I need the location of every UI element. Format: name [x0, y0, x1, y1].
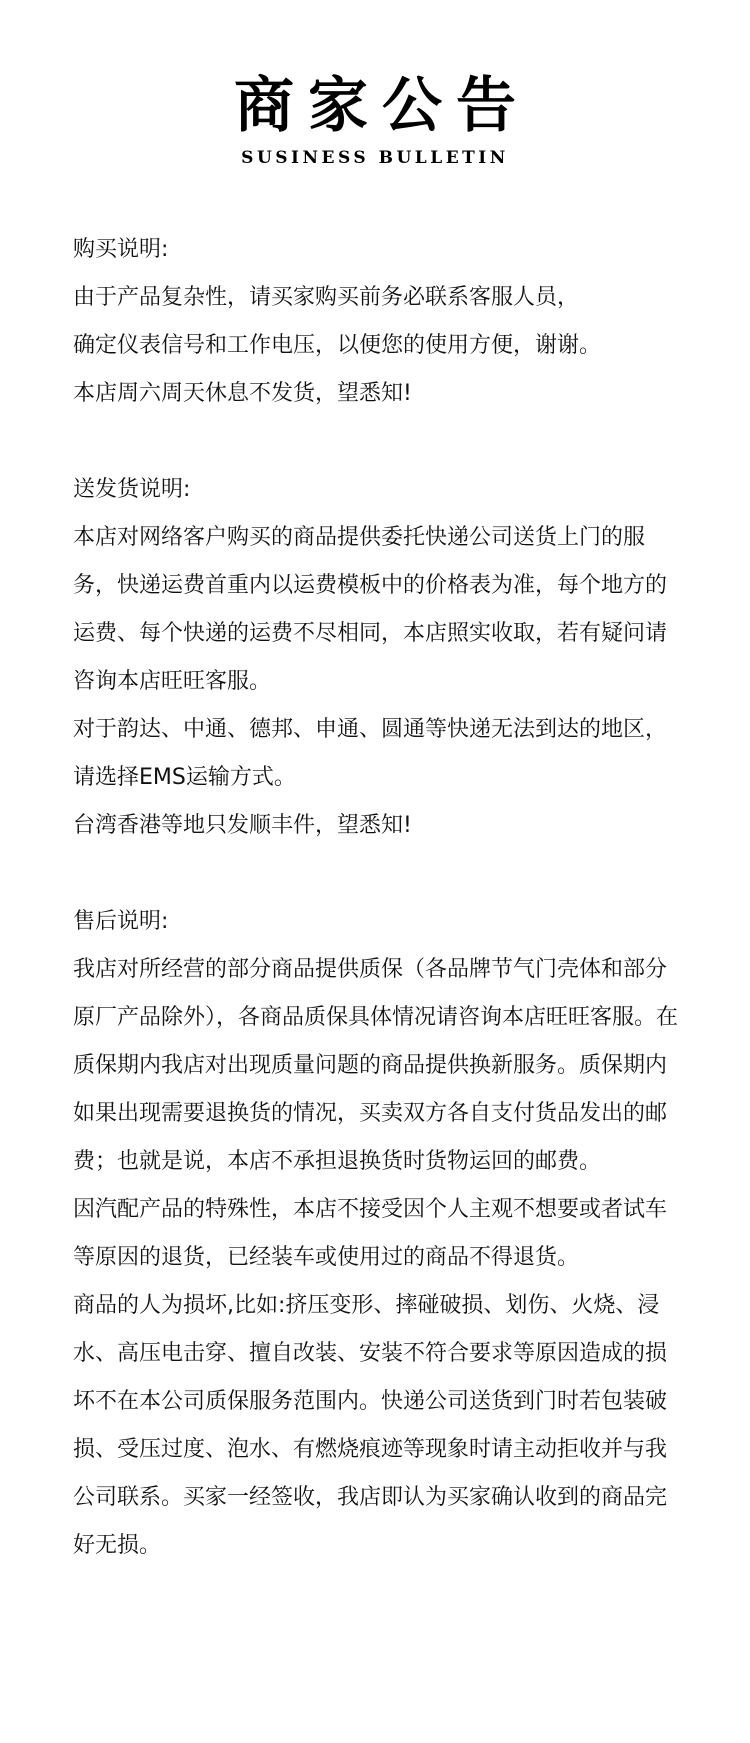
bulletin-content [73, 226, 683, 1570]
page-subtitle: SUSINESS BULLETIN [241, 148, 509, 168]
purchase-paragraph: 确定仪表信号和工作电压，以便您的使用方便，谢谢。 [73, 333, 602, 358]
shipping-section [73, 466, 683, 850]
aftersales-paragraph: 商品的人为损坏,比如:挤压变形、摔碰破损、划伤、火烧、浸水、高压电击穿、擅自改装、安装不符合要求等原因造成的损坏不在本公司质保服务范围内。快递公司送货到门时若包装破损、受压过度、泡水、有燃烧痕迹等现象时请主动拒收并与我公司联系。买家一经签收，我店即认为买家确认收到的商品完好无损。 [73, 1293, 668, 1558]
shipping-paragraph: 台湾香港等地只发顺丰件，望悉知! [73, 813, 412, 838]
shipping-paragraph: 对于韵达、中通、德邦、申通、圆通等快递无法到达的地区，请选择EMS运输方式。 [73, 717, 668, 790]
aftersales-paragraph: 因汽配产品的特殊性，本店不接受因个人主观不想要或者试车等原因的退货，已经装车或使用过的商品不得退货。 [73, 1197, 668, 1270]
bulletin-header [0, 70, 750, 168]
purchase-section [73, 226, 683, 418]
shipping-paragraph: 本店对网络客户购买的商品提供委托快递公司送货上门的服务，快递运费首重内以运费模板中的价格表为准，每个地方的运费、每个快递的运费不尽相同，本店照实收取，若有疑问请咨询本店旺旺客服。 [73, 525, 668, 694]
aftersales-paragraph: 我店对所经营的部分商品提供质保（各品牌节气门壳体和部分原厂产品除外），各商品质保具体情况请咨询本店旺旺客服。在质保期内我店对出现质量问题的商品提供换新服务。质保期内如果出现需要退换货的情况，买卖双方各自支付货品发出的邮费；也就是说，本店不承担退换货时货物运回的邮费。 [73, 957, 679, 1174]
aftersales-heading: 售后说明: [73, 909, 169, 934]
aftersales-section [73, 898, 683, 1570]
purchase-heading: 购买说明: [73, 237, 169, 262]
purchase-paragraph: 由于产品复杂性，请买家购买前务必联系客服人员， [73, 285, 580, 310]
page-title: 商家公告 [234, 71, 530, 141]
purchase-paragraph: 本店周六周天休息不发货，望悉知! [73, 381, 412, 406]
shipping-heading: 送发货说明: [73, 477, 191, 502]
